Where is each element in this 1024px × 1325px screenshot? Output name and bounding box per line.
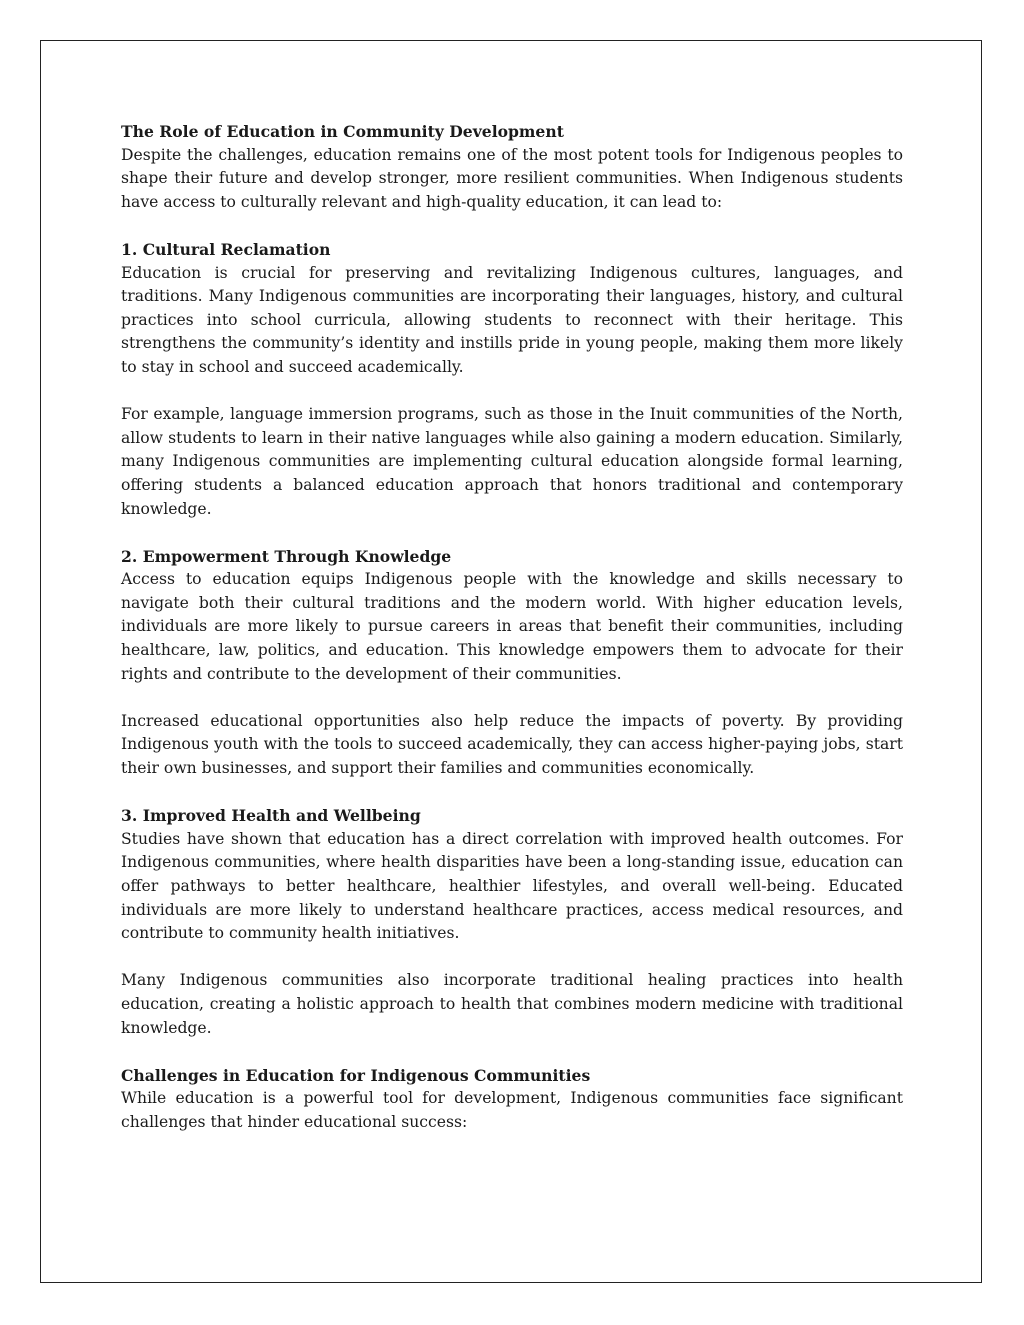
document-body (121, 120, 903, 1158)
paragraph-cultural-reclamation-2: For example, language immersion programs, such as those in the Inuit communities of the North, allow students to learn in their native languages while also gaining a modern education. Similarly, many Indigenous communities are implementing cultural education alongside formal learning, offering students a balanced education approach that honors traditional and contemporary knowledge. (121, 405, 903, 518)
paragraph-health-1: Studies have shown that education has a direct correlation with improved health outcomes. For Indigenous communities, where health disparities have been a long-standing issue, education can offer pathways to better healthcare, healthier lifestyles, and overall well-being. Educated individuals are more likely to understand healthcare practices, access medical resources, and contribute to community health initiatives. (121, 829, 903, 943)
paragraph-challenges: While education is a powerful tool for development, Indigenous communities face significant challenges that hinder educational success: (121, 1089, 903, 1131)
paragraph-intro: Despite the challenges, education remains one of the most potent tools for Indigenous peoples to shape their future and develop stronger, more resilient communities. When Indigenous students have access to culturally relevant and high-quality education, it can lead to: (121, 145, 903, 211)
section-heading-cultural-reclamation: 1. Cultural Reclamation (121, 239, 331, 259)
section-heading-health: 3. Improved Health and Wellbeing (121, 806, 421, 826)
paragraph-empowerment-2: Increased educational opportunities also help reduce the impacts of poverty. By providing Indigenous youth with the tools to succeed academically, they can access higher-paying jobs, start their own businesses, and support their families and communities economically. (121, 711, 903, 778)
section-heading-role-of-education: The Role of Education in Community Development (121, 122, 564, 141)
paragraph-health-2: Many Indigenous communities also incorporate traditional healing practices into health education, creating a holistic approach to health that combines modern medicine with traditional knowledge. (121, 971, 903, 1037)
section-heading-empowerment: 2. Empowerment Through Knowledge (121, 546, 452, 566)
paragraph-empowerment-1: Access to education equips Indigenous people with the knowledge and skills necessary to navigate both their cultural traditions and the modern world. With higher education levels, individuals are more likely to pursue careers in areas that benefit their communities, including healthcare, law, politics, and education. This knowledge empowers them to advocate for their rights and contribute to the development of their communities. (121, 570, 903, 683)
section-heading-challenges: Challenges in Education for Indigenous Communities (121, 1065, 591, 1085)
paragraph-cultural-reclamation-1: Education is crucial for preserving and revitalizing Indigenous cultures, languages, and traditions. Many Indigenous communities are incorporating their languages, history, and cultural practices into school curricula, allowing students to reconnect with their heritage. This strengthens the community’s identity and instills pride in young people, making them more likely to stay in school and succeed academically. (121, 263, 903, 376)
